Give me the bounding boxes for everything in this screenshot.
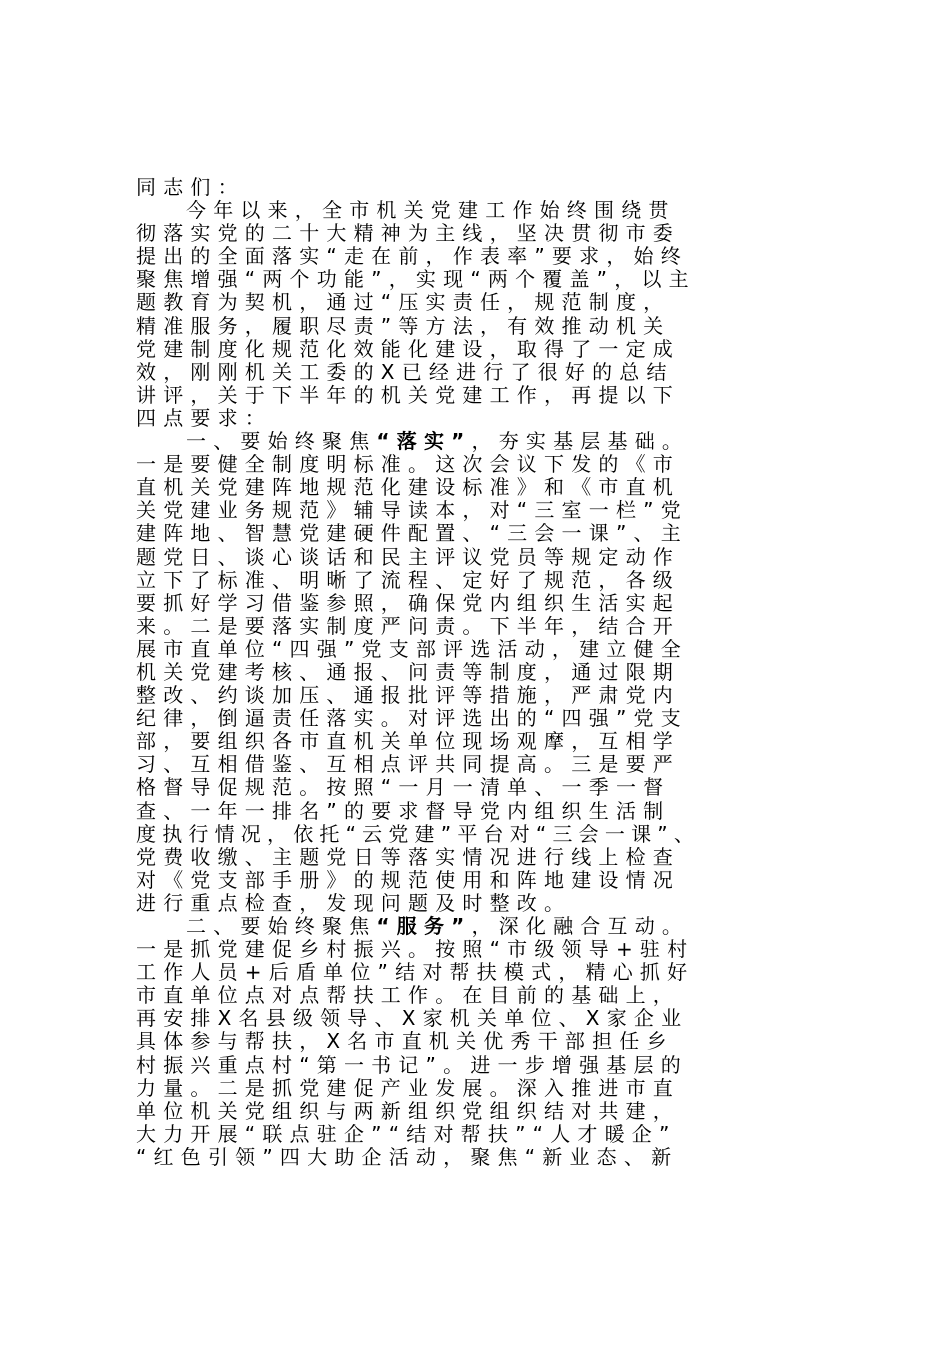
heading-2-key: “服务”	[376, 914, 472, 938]
paragraph-line: 市直单位点对点帮扶工作。在目前的基础上，	[136, 983, 680, 1008]
paragraph-line: 整改、约谈加压、通报批评等措施，严肃党内	[136, 683, 680, 708]
paragraph-line: “红色引领”四大助企活动，聚焦“新业态、新	[136, 1144, 679, 1169]
heading-1-suffix: ，夯实基层基础。	[471, 429, 690, 454]
paragraph-line: 来。二是要落实制度严问责。下半年，结合开	[136, 613, 680, 638]
paragraph-line: 具体参与帮扶，X名市直机关优秀干部担任乡	[136, 1029, 674, 1054]
paragraph-line: 查、一年一排名”的要求督导党内组织生活制	[136, 798, 671, 823]
paragraph-line: 一是要健全制度明标准。这次会议下发的《市	[136, 452, 680, 477]
paragraph-line: 部，要组织各市直机关单位现场观摩，互相学	[136, 729, 680, 754]
paragraph-line: 党费收缴、主题党日等落实情况进行线上检查	[136, 844, 680, 869]
heading-1-prefix: 一、要始终聚焦	[186, 429, 377, 454]
paragraph-line: 单位机关党组织与两新组织党组织结对共建，	[136, 1098, 680, 1123]
paragraph-line: 再安排X名县级领导、X家机关单位、X家企业	[136, 1006, 689, 1031]
paragraph-line: 讲评，关于下半年的机关党建工作，再提以下	[136, 382, 680, 407]
paragraph-line: 展市直单位“四强”党支部评选活动，建立健全	[136, 636, 688, 661]
paragraph-line: 纪律，倒逼责任落实。对评选出的“四强”党支	[136, 706, 688, 731]
paragraph-line: 机关党建考核、通报、问责等制度，通过限期	[136, 659, 680, 684]
paragraph-line: 党建制度化规范化效能化建设，取得了一定成	[136, 336, 680, 361]
heading-2-prefix: 二、要始终聚焦	[186, 914, 377, 938]
paragraph-line: 题党日、谈心谈话和民主评议党员等规定动作	[136, 544, 680, 569]
paragraph-line: 题教育为契机，通过“压实责任，规范制度，	[136, 290, 671, 315]
paragraph-line: 立下了标准、明晰了流程、定好了规范，各级	[136, 567, 680, 592]
paragraph-line: 格督导促规范。按照“一月一清单、一季一督	[136, 775, 671, 800]
paragraph-line: 大力开展“联点驻企”“结对帮扶”“人才暖企”	[136, 1121, 677, 1146]
paragraph-line: 提出的全面落实“走在前，作表率”要求，始终	[136, 244, 688, 269]
paragraph-line: 对《党支部手册》的规范使用和阵地建设情况	[136, 867, 680, 892]
paragraph-line: 力量。二是抓党建促产业发展。深入推进市直	[136, 1075, 680, 1100]
paragraph-line: 建阵地、智慧党建硬件配置、“三会一课”、主	[136, 521, 688, 546]
paragraph-line: 要抓好学习借鉴参照，确保党内组织生活实起	[136, 590, 680, 615]
salutation: 同志们：	[136, 175, 245, 199]
paragraph-line: 一是抓党建促乡村振兴。按照“市级领导+驻村	[136, 937, 695, 962]
paragraph-line: 度执行情况，依托“云党建”平台对“三会一课”、	[136, 821, 701, 846]
paragraph-line: 工作人员+后盾单位”结对帮扶模式，精心抓好	[136, 960, 695, 985]
paragraph-line: 关党建业务规范》辅导读本，对“三室一栏”党	[136, 498, 688, 523]
paragraph-line: 村振兴重点村“第一书记”。进一步增强基层的	[136, 1052, 688, 1077]
paragraph-line: 习、互相借鉴、互相点评共同提高。三是要严	[136, 752, 680, 777]
section-heading-2	[136, 915, 816, 938]
heading-2-suffix: ，深化融合互动。	[471, 914, 690, 938]
paragraph-line: 直机关党建阵地规范化建设标准》和《市直机	[136, 475, 680, 500]
paragraph-line: 效，刚刚机关工委的X已经进行了很好的总结	[136, 359, 674, 384]
speech-body	[136, 176, 816, 1169]
paragraph-line: 今年以来，全市机关党建工作始终围绕贯	[186, 198, 676, 223]
heading-1-key: “落实”	[376, 429, 472, 454]
paragraph-line: 聚焦增强“两个功能”，实现“两个覆盖”，以主	[136, 267, 696, 292]
paragraph-line: 四点要求：	[136, 405, 272, 430]
section-heading-1	[136, 430, 816, 453]
paragraph-line: 精准服务，履职尽责”等方法，有效推动机关	[136, 313, 671, 338]
paragraph-line: 进行重点检查，发现问题及时整改。	[136, 890, 572, 915]
paragraph-line: 彻落实党的二十大精神为主线，坚决贯彻市委	[136, 221, 680, 246]
